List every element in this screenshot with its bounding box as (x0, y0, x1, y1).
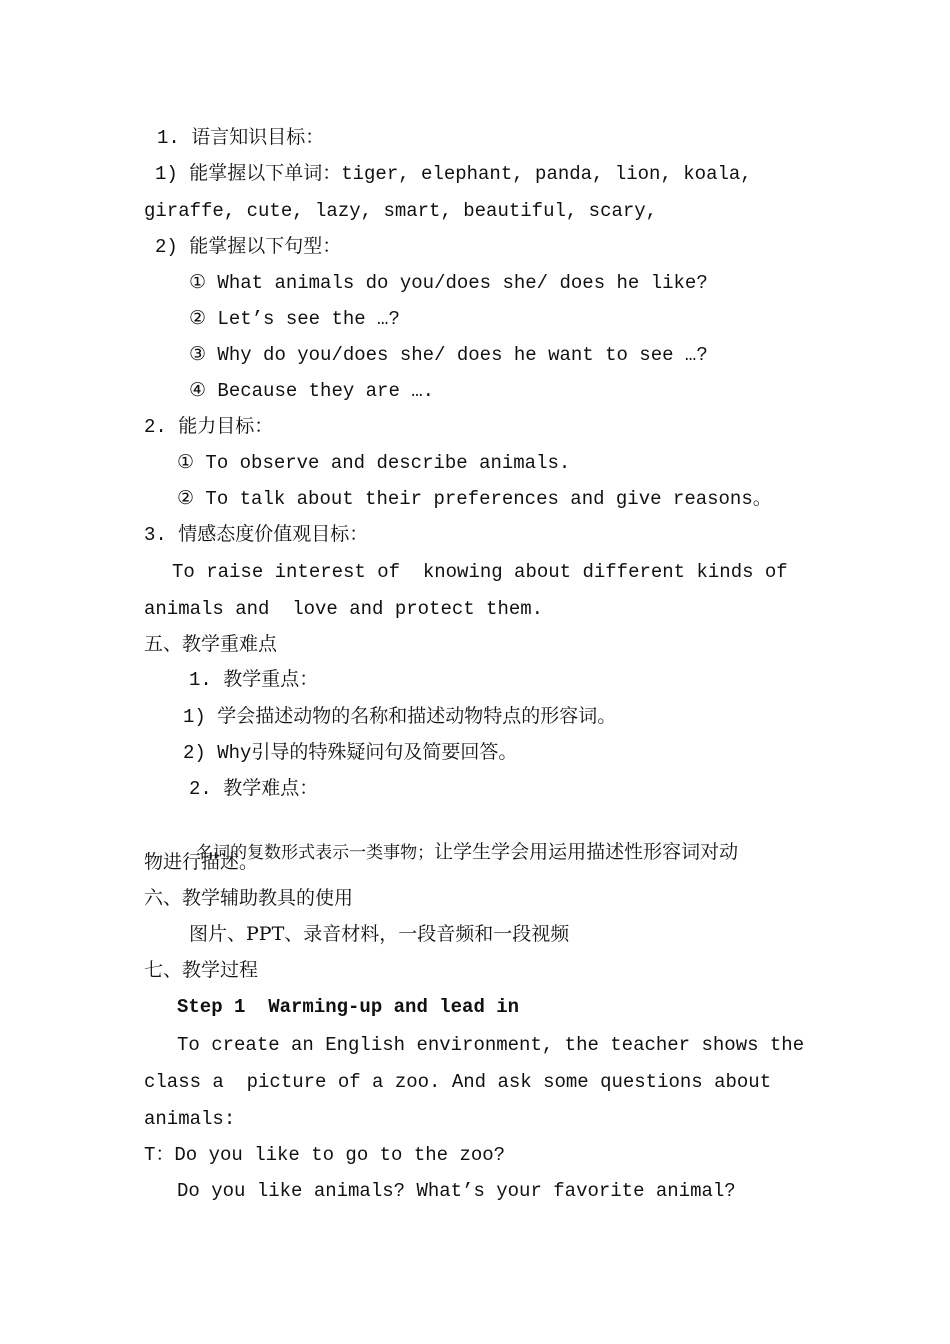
teaching-aids: 图片、PPT、录音材料，一段音频和一段视频 (189, 923, 570, 945)
pattern-3: ③ Why do you/does she/ does he want to see …? (189, 344, 708, 366)
attitude-goal-line-1: To raise interest of knowing about different kinds of (172, 561, 788, 583)
pattern-2: ② Let’s see the …? (189, 308, 400, 330)
teacher-question-1: T：Do you like to go to the zoo? (144, 1144, 506, 1166)
difficult-points-heading: 2. 教学难点： (189, 778, 319, 800)
section-five-heading: 五、教学重难点 (144, 633, 278, 655)
pattern-1: ① What animals do you/does she/ does he like? (189, 272, 708, 294)
heading-language-goals: 1. 语言知识目标： (157, 127, 325, 149)
ability-goal-1: ① To observe and describe animals. (177, 452, 571, 474)
step-1-text-line-1: To create an English environment, the teacher shows the (177, 1034, 805, 1056)
pattern-4: ④ Because they are …. (189, 380, 435, 402)
vocab-line-1: 1) 能掌握以下单词：tiger, elephant, panda, lion, koala, (155, 163, 752, 185)
key-point-2: 2) Why引导的特殊疑问句及简要回答。 (183, 742, 518, 764)
difficult-point-line-2: 物进行描述。 (144, 851, 259, 873)
difficult-point-part-a: 名词的复数形式表示一类事物； (196, 843, 435, 863)
teacher-question-2: Do you like animals? What’s your favorite animal? (177, 1180, 736, 1202)
attitude-goal-line-2: animals and love and protect them. (144, 598, 544, 620)
key-point-1: 1) 学会描述动物的名称和描述动物特点的形容词。 (183, 706, 617, 728)
difficult-point-part-b: 让学生学会用运用描述性形容词对动 (434, 841, 739, 863)
step-1-text-line-2: class a picture of a zoo. And ask some questions about (144, 1071, 772, 1093)
heading-attitude-goals: 3. 情感态度价值观目标： (144, 524, 369, 546)
step-1-heading: Step 1 Warming-up and lead in (177, 996, 520, 1018)
key-points-heading: 1. 教学重点： (189, 669, 319, 691)
heading-ability-goals: 2. 能力目标： (144, 416, 274, 438)
step-1-text-line-3: animals: (144, 1108, 236, 1130)
vocab-line-2: giraffe, cute, lazy, smart, beautiful, scary, (144, 200, 658, 222)
section-six-heading: 六、教学辅助教具的使用 (144, 887, 354, 909)
sentence-patterns-heading: 2) 能掌握以下句型： (155, 236, 342, 258)
section-seven-heading: 七、教学过程 (144, 959, 259, 981)
ability-goal-2: ② To talk about their preferences and give reasons。 (177, 488, 772, 510)
